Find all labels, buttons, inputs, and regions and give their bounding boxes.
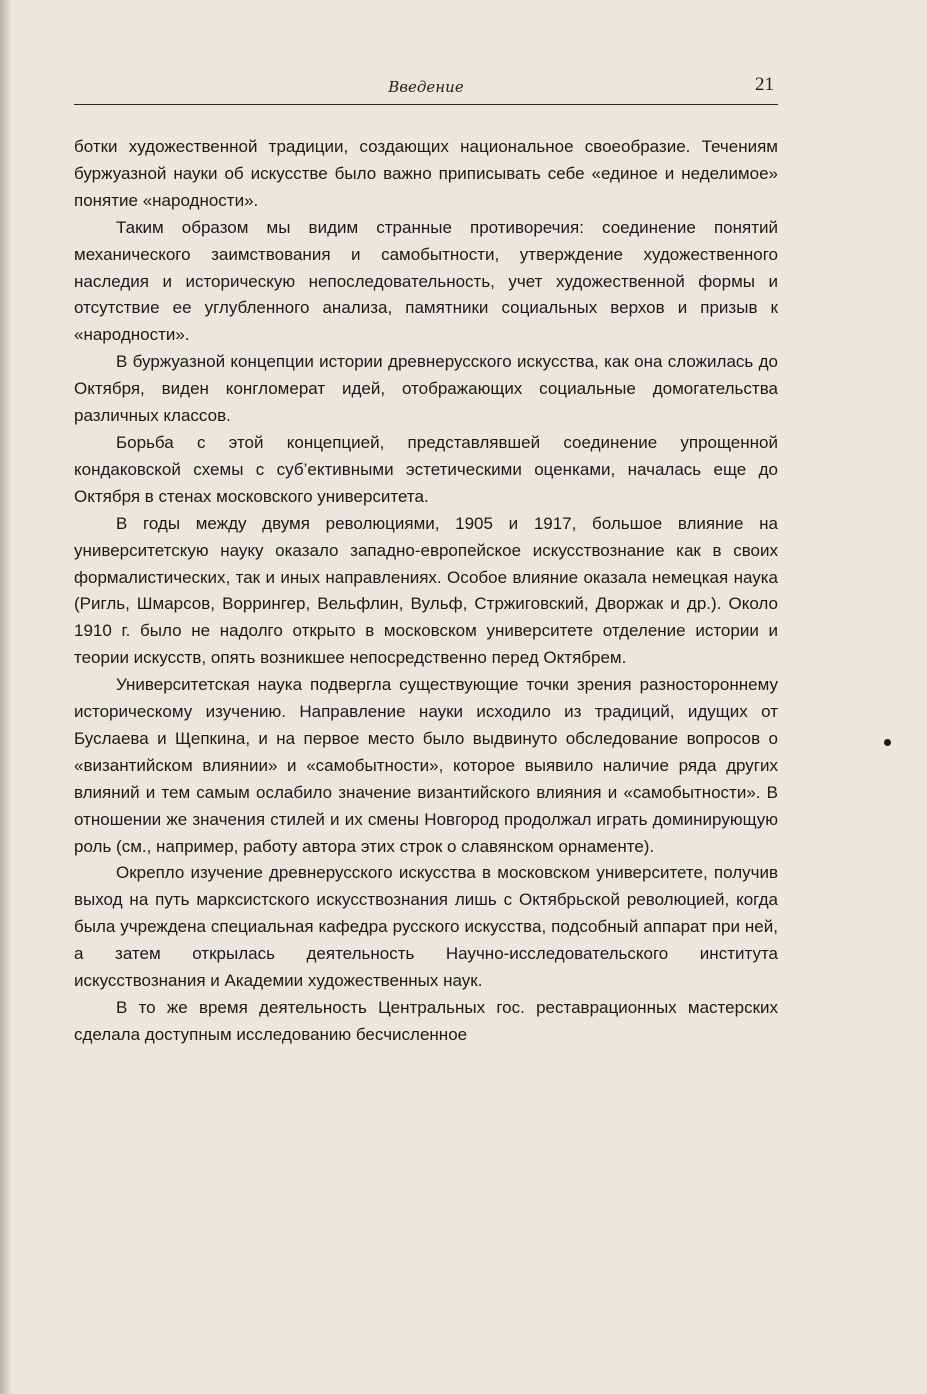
paragraph-5: В годы между двумя революциями, 1905 и 1917, большое влияние на университетскую науку оказало западно-европейское искусствознание как в своих формалистических, так и иных направлениях. Особое влияние оказала немецкая наука (Ригль, Шмарсов, Воррингер, Вельфлин, Вульф, Стржиговский, Дворжак и др.). Около 1910 г. было не надолго открыто в московском университете отделение истории и теории искусств, опять возникшее непосредственно перед Октябрем. [74,513,778,668]
paragraph-3: В буржуазной концепции истории древнерусского искусства, как она сложилась до Октября, виден конгломерат идей, отображающих социальные домогательства различных классов. [74,352,778,426]
page-body [74,134,778,1049]
page-number: 21 [755,74,774,95]
ink-speck [884,739,891,746]
paragraph-1: ботки художественной традиции, создающих национальное своеобразие. Течениям буржуазной науки об искусстве было важно приписывать себе «единое и неделимое» понятие «народности». [74,137,778,210]
paragraph-2: Таким образом мы видим странные противоречия: соединение понятий механического заимствования и самобытности, утверждение художественного наследия и историческую непоследовательность, учет художественной формы и отсутствие ее углубленного анализа, памятники социальных верхов и призыв к «народности». [74,217,778,345]
paragraph-6: Университетская наука подвергла существующие точки зрения разностороннему историческому изучению. Направление науки исходило из традиций, идущих от Буслаева и Щепкина, и на первое место было выдвинуто обследование вопросов о «византийском влиянии» и «самобытности», которое выявило наличие ряда других влияний и тем самым ослабило значение византийского влияния и «самобытности». В отношении же значения стилей и их смены Новгород продолжал играть доминирующую роль (см., например, работу автора этих строк о славянском орнаменте). [74,675,778,856]
paragraph-7: Окрепло изучение древнерусского искусства в московском университете, получив выход на путь марксистского искусствознания лишь с Октябрьской революцией, когда была учреждена специальная кафедра русского искусства, подсобный аппарат при ней, а затем открылась деятельность Научно-исследовательского института искусствознания и Академии художественных наук. [74,863,778,991]
paragraph-4: Борьба с этой концепцией, представлявшей соединение упрощенной кондаковской схемы с суб’ективными эстетическими оценками, началась еще до Октября в стенах московского университета. [74,432,778,506]
running-title: Введение [388,78,464,96]
book-spine-shadow [0,0,12,1394]
paragraph-8: В то же время деятельность Центральных гос. реставрационных мастерских сделала доступным исследованию бесчисленное [74,998,778,1044]
page-header [74,74,778,105]
